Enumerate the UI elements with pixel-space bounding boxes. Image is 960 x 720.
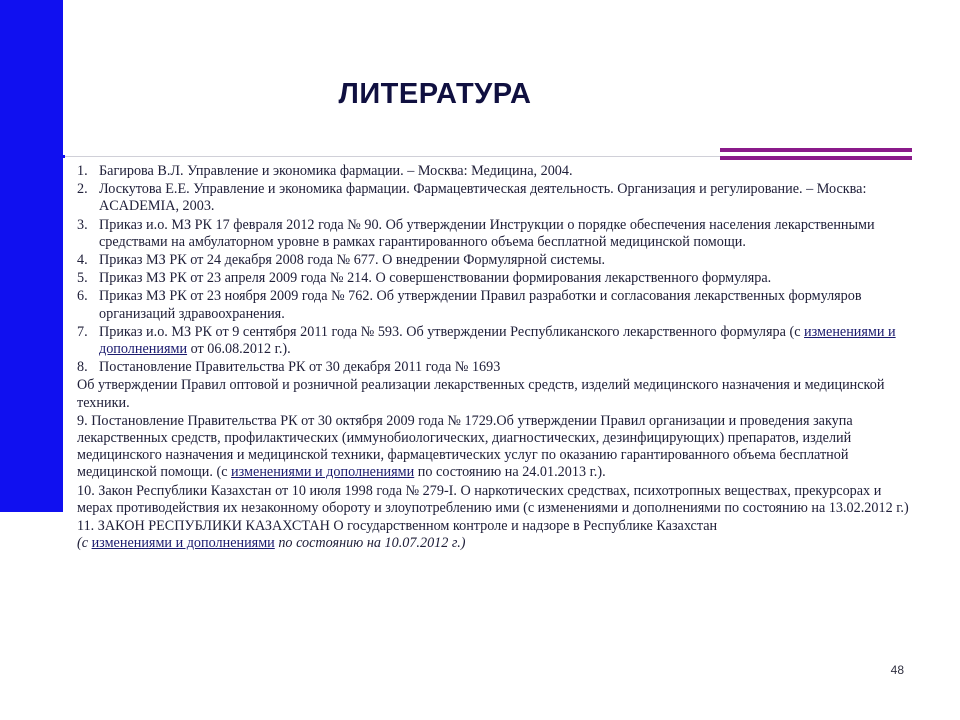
decorative-stripes bbox=[720, 148, 912, 164]
reference-item-7: 7. Приказ и.о. МЗ РК от 9 сентября 2011 года № 593. Об утверждении Республиканского лекарственного формуляра (с изменениями и дополнениями от 06.08.2012 г.). bbox=[77, 323, 896, 358]
divider-accent bbox=[40, 155, 65, 158]
reference-item-8: 8. Постановление Правительства РК от 30 декабря 2011 года № 1693 bbox=[77, 359, 501, 376]
reference-item-9: 9. Постановление Правительства РК от 30 октября 2009 года № 1729.Об утверждении Правил организации и проведения закупа лекарственных средств, профилактических (иммунобиологических, диагностических, дезинфицирующих) препаратов, изделий медицинского назначения и медицинской техники, фармацевтических услуг по оказанию гарантированного объема бесплатной медицинской помощи. (с изменениями и дополнениями по состоянию на 24.01.2013 г.). bbox=[77, 412, 853, 481]
reference-item-4: 4. Приказ МЗ РК от 24 декабря 2008 года № 677. О внедрении Формулярной системы. bbox=[77, 252, 606, 269]
reference-item-11: 11. ЗАКОН РЕСПУБЛИКИ КАЗАХСТАН О государственном контроле и надзоре в Республике Казахстан (с изменениями и дополнениями по состоянию на 10.07.2012 г.) bbox=[77, 518, 718, 552]
left-accent-bar bbox=[0, 0, 63, 512]
reference-item-3: 3. Приказ и.о. МЗ РК 17 февраля 2012 года № 90. Об утверждении Инструкции о порядке обеспечения населения лекарственными средствами на амбулаторном уровне в рамках гарантированного объема бесплатной медицинской помощи. bbox=[77, 216, 875, 250]
reference-item-10: 10. Закон Республики Казахстан от 10 июля 1998 года № 279-I. О наркотических средствах, психотропных веществах, прекурсорах и мерах противодействия их незаконному обороту и злоупотреблению ими (с изменениями и дополнениями по состоянию на 13.02.2012 г.) bbox=[77, 482, 909, 516]
reference-item-1: 1. Багирова В.Л. Управление и экономика фармации. – Москва: Медицина, 2004. bbox=[77, 163, 573, 179]
page-title: ЛИТЕРАТУРА bbox=[338, 78, 532, 110]
amendments-link[interactable]: изменениями и дополнениями bbox=[99, 323, 896, 358]
reference-item-2: 2. Лоскутова Е.Е. Управление и экономика фармации. Фармацевтическая деятельность. Организация и регулирование. – Москва: ACADEMIA, 2003. bbox=[77, 181, 867, 215]
reference-list bbox=[77, 163, 909, 553]
amendments-link[interactable]: изменениями и дополнениями bbox=[231, 464, 415, 481]
reference-item-8-continuation: Об утверждении Правил оптовой и розничной реализации лекарственных средств, изделий медицинского назначения и медицинской техники. bbox=[77, 377, 885, 411]
page-number: 48 bbox=[890, 663, 904, 677]
reference-item-6: 6. Приказ МЗ РК от 23 ноября 2009 года № 762. Об утверждении Правил разработки и согласования лекарственных формуляров организаций здравоохранения. bbox=[77, 288, 862, 322]
reference-item-5: 5. Приказ МЗ РК от 23 апреля 2009 года № 214. О совершенствовании формирования лекарственного формуляра. bbox=[77, 270, 772, 287]
amendments-link[interactable]: изменениями и дополнениями bbox=[91, 535, 275, 552]
